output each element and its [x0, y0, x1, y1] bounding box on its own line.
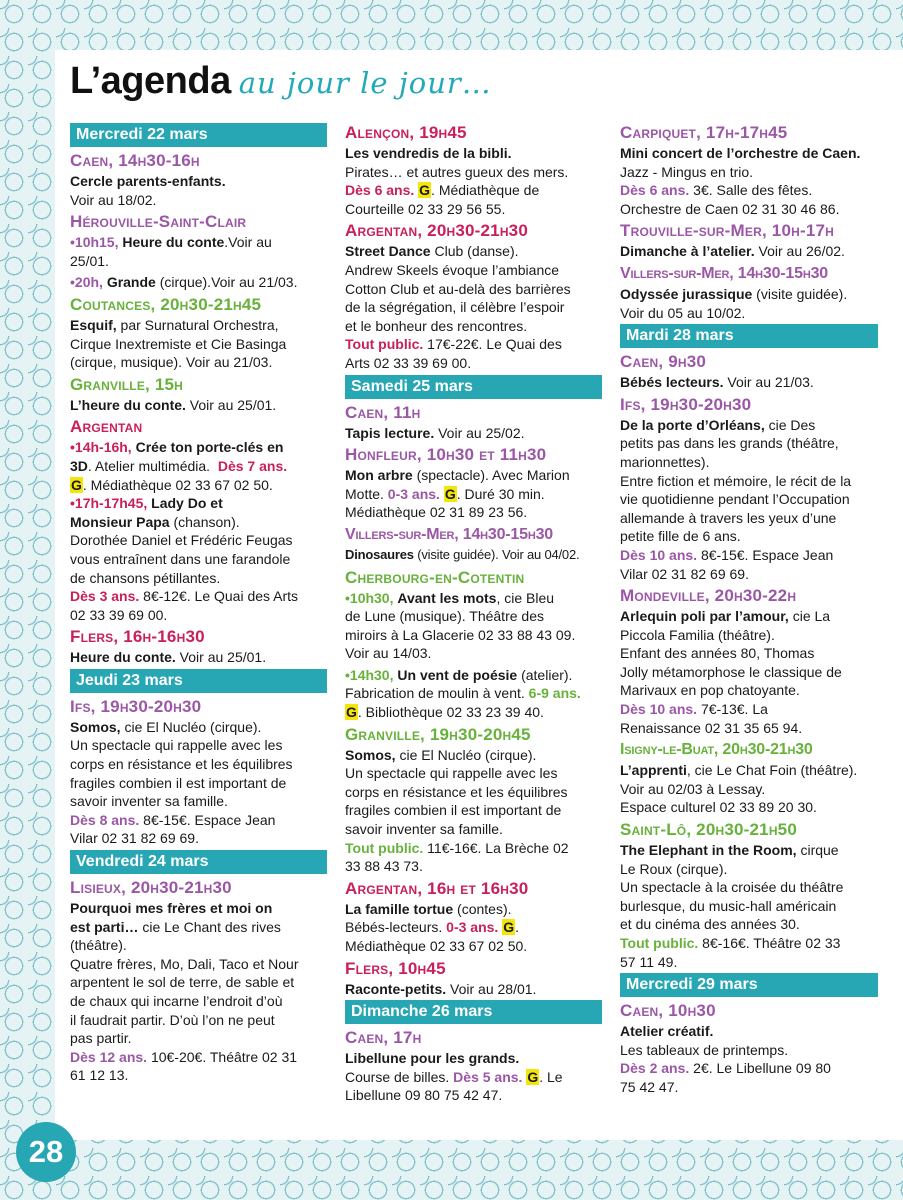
event-ifs-somos — [70, 696, 327, 848]
day-header: Mercredi 29 mars — [620, 973, 878, 997]
event-info: (visite guidée). — [752, 285, 848, 302]
event-city: Caen, 10h30 — [620, 1001, 716, 1021]
event-info: 8€-16€. Théâtre 02 33 — [698, 935, 841, 951]
event-title: 3D — [70, 457, 88, 474]
event-info: 25/01. — [70, 252, 109, 269]
event-flers — [70, 626, 327, 667]
event-caen-atelier — [620, 1000, 878, 1096]
event-title: Monsieur Papa — [70, 513, 170, 530]
event-city: Lisieux, 20h30-21h30 — [70, 878, 232, 898]
audience-badge: 0-3 ans. — [387, 485, 440, 502]
event-info: de chansons pétillantes. — [70, 569, 221, 586]
event-info: Renaissance 02 31 35 65 94. — [620, 719, 803, 736]
event-info: 8€-15€. Espace Jean — [697, 546, 834, 563]
audience-badge: Dès 2 ans. — [620, 1060, 690, 1077]
event-info: petite fille de 6 ans. — [620, 528, 741, 545]
event-title: Cercle parents-enfants. — [70, 173, 226, 189]
event-info: burlesque, du music-hall américain — [620, 897, 837, 914]
event-info: Voir au 25/02. — [434, 424, 525, 441]
audience-badge: Dès 6 ans. — [345, 182, 415, 199]
event-title: L’heure du conte. — [70, 396, 186, 413]
audience-badge: Dès 6 ans. — [620, 182, 690, 199]
event-info: allemande à travers les yeux d’une — [620, 509, 837, 526]
audience-badge: Dès 7 ans. — [217, 457, 288, 474]
audience-badge: Dès 12 ans. — [70, 1048, 148, 1065]
event-info: , cie Le Chat Foin (théâtre). — [686, 762, 858, 779]
event-argentan-dance — [345, 220, 602, 372]
day-header: Dimanche 26 mars — [345, 1000, 602, 1024]
agenda-column-1 — [70, 122, 327, 1087]
event-info: Fabrication de moulin à vent. — [345, 685, 525, 702]
event-info: Club (danse). — [430, 243, 519, 260]
audience-badge: Dès 10 ans. — [620, 701, 698, 718]
event-info: 57 11 49. — [620, 953, 678, 970]
event-info: Cirque Inextremiste et Cie Basinga — [70, 335, 287, 352]
event-info: (contes). — [453, 900, 512, 917]
event-title: La famille tortue — [345, 900, 454, 917]
event-city: Alençon, 19h45 — [345, 123, 467, 142]
event-saint-lo — [620, 819, 878, 971]
event-info: (visite guidée). Voir au 04/02. — [413, 546, 580, 562]
event-info: Quatre frères, Mo, Dali, Taco et Nour — [70, 955, 299, 972]
event-caen-libellune — [345, 1027, 602, 1105]
event-info: Voir au 25/01. — [185, 396, 277, 413]
event-title: Les vendredis de la bibli. — [345, 145, 512, 161]
event-info: savoir inventer sa famille. — [345, 821, 503, 838]
event-title: Tapis lecture. — [345, 424, 435, 441]
event-city: Caen, 11h — [345, 402, 421, 422]
event-city: Caen, 9h30 — [620, 352, 707, 372]
event-info: Voir au 14/03. — [345, 645, 432, 662]
event-city: Ifs, 19h30-20h30 — [70, 696, 202, 716]
event-info: Voir du 05 au 10/02. — [620, 304, 746, 321]
event-title: Heure du conte. — [70, 649, 176, 666]
event-info: Motte. — [345, 485, 384, 502]
event-info: arpentent le sol de terre, de sable et — [70, 974, 295, 991]
audience-badge: Dès 10 ans. — [620, 546, 698, 563]
event-info: vous entraînent dans une farandole — [70, 550, 291, 567]
event-title: Esquif, — [70, 316, 117, 333]
event-title: est parti… — [70, 918, 139, 935]
event-time: •10h30, — [345, 589, 394, 606]
event-info: Voir au 26/02. — [754, 243, 845, 260]
event-info: cie Le Chant des rives — [138, 918, 281, 935]
event-title: The Elephant in the Room, — [620, 842, 797, 859]
event-info: Un spectacle qui rappelle avec les — [345, 765, 558, 782]
event-city: Caen, 14h30-16h — [70, 151, 200, 170]
event-info: Jolly métamorphose le classique de — [620, 663, 842, 680]
event-info: miroirs à La Glacerie 02 33 88 43 09. — [345, 626, 576, 643]
event-title: Heure du conte — [122, 234, 225, 251]
event-info: par Surnatural Orchestra, — [116, 316, 279, 333]
event-info: Bébés-lecteurs. — [345, 919, 443, 936]
day-header: Mercredi 22 mars — [70, 123, 327, 147]
event-info: cie Des — [764, 416, 816, 433]
event-city: Saint-Lô, 20h30-21h50 — [620, 820, 797, 840]
event-info: (théâtre). — [70, 937, 127, 954]
event-city: Hérouville-Saint-Clair — [70, 212, 247, 232]
event-info: .Voir au — [224, 234, 272, 251]
event-time: •10h15, — [70, 234, 119, 251]
agenda-column-3 — [620, 122, 878, 1099]
event-title: Mini concert de l’orchestre de Caen. — [620, 145, 861, 161]
agenda-column-2 — [345, 122, 602, 1107]
event-villers — [345, 524, 602, 565]
page-title — [70, 60, 492, 110]
event-city: Flers, 16h-16h30 — [70, 627, 205, 647]
free-badge: G — [527, 1068, 539, 1085]
event-info: cie El Nucléo (cirque). — [120, 718, 262, 735]
audience-badge: 6-9 ans. — [528, 685, 581, 702]
event-city: Villers-sur-Mer, 14h30-15h30 — [620, 264, 828, 282]
event-info: 17€-22€. Le Quai des — [423, 336, 562, 353]
event-info: Cotton Club et au-delà des barrières — [345, 280, 571, 297]
title-main: L’agenda — [70, 60, 231, 102]
event-city: Argentan — [70, 417, 143, 437]
event-city: Argentan, 16h et 16h30 — [345, 878, 529, 898]
event-info: 8€-15€. Espace Jean — [139, 811, 276, 828]
event-info: Un spectacle à la croisée du théâtre — [620, 879, 844, 896]
event-info: Le Roux (cirque). — [620, 860, 728, 877]
event-title: Atelier créatif. — [620, 1023, 714, 1040]
event-time: •17h-17h45, — [70, 495, 148, 512]
event-info: Voir au 28/01. — [446, 980, 537, 997]
event-title: Grande — [106, 274, 156, 291]
event-info: Andrew Skeels évoque l’ambiance — [345, 261, 560, 278]
event-info: Voir au 18/02. — [70, 191, 157, 208]
event-title: Raconte-petits. — [345, 980, 447, 997]
event-info: (spectacle). Avec Marion — [412, 467, 570, 484]
title-script: au jour le jour… — [238, 66, 492, 100]
event-info: (atelier). — [517, 666, 573, 683]
free-badge: G — [419, 182, 431, 199]
event-villers-jurassique — [620, 263, 878, 322]
event-info: Espace culturel 02 33 89 20 30. — [620, 799, 817, 816]
event-info: de Lune (musique). Théâtre des — [345, 608, 544, 625]
event-info: Les tableaux de printemps. — [620, 1041, 789, 1058]
event-title: Somos, — [70, 718, 121, 735]
event-info: et le bonheur des rencontres. — [345, 317, 528, 334]
event-title: Odyssée jurassique — [620, 285, 753, 302]
event-carpiquet — [620, 122, 878, 218]
event-info: marionnettes). — [620, 453, 710, 470]
event-isigny — [620, 739, 878, 817]
event-info: cirque — [796, 842, 839, 859]
event-time: •14h30, — [345, 666, 394, 683]
event-info: Médiathèque 02 31 89 23 56. — [345, 504, 528, 521]
event-city: Carpiquet, 17h-17h45 — [620, 123, 788, 142]
audience-badge: Dès 3 ans. — [70, 588, 140, 605]
event-title: Pourquoi mes frères et moi on — [70, 900, 273, 917]
event-info: Orchestre de Caen 02 31 30 46 86. — [620, 200, 840, 217]
event-info: fragiles combien il est important de — [345, 802, 562, 819]
event-info: Arts 02 33 39 69 00. — [345, 354, 472, 371]
event-info: de la ségrégation, il célèbre l’espoir — [345, 299, 565, 316]
event-info: 8€-12€. Le Quai des Arts — [139, 588, 299, 605]
event-info: corps en résistance et les équilibres — [345, 783, 568, 800]
event-info: 61 12 13. — [70, 1067, 129, 1084]
event-info: Médiathèque 02 33 67 02 50. — [345, 938, 528, 954]
day-header: Vendredi 24 mars — [70, 850, 327, 874]
audience-badge: Tout public. — [345, 336, 424, 353]
event-city: Ifs, 19h30-20h30 — [620, 394, 752, 414]
event-info: 02 33 39 69 00. — [70, 606, 168, 623]
event-info: Piccola Familia (théâtre). — [620, 626, 775, 643]
event-info: de chaux qui incarne l’endroit d’où — [70, 993, 283, 1009]
event-title: Bébés lecteurs. — [620, 374, 724, 391]
event-city: Granville, 19h30-20h45 — [345, 724, 531, 744]
event-info: vie quotidienne pendant l’Occupation — [620, 491, 850, 508]
event-info: . Atelier multimédia. — [87, 457, 211, 474]
event-title: Lady Do et — [151, 495, 223, 512]
event-info: cie La — [788, 608, 831, 625]
event-city: Honfleur, 10h30 et 11h30 — [345, 445, 547, 465]
free-badge: G — [503, 919, 515, 936]
free-badge: G — [346, 704, 357, 721]
event-info: 75 42 47. — [620, 1078, 679, 1095]
event-title: Un vent de poésie — [397, 666, 518, 683]
event-info: Libellune 09 80 75 42 47. — [345, 1087, 503, 1104]
event-coutances — [70, 294, 327, 372]
event-info: Vilar 02 31 82 69 69. — [620, 565, 749, 582]
event-city: Mondeville, 20h30-22h — [620, 586, 797, 606]
event-info: et du cinéma des années 30. — [620, 916, 800, 933]
event-info: Voir au 02/03 à Lessay. — [620, 780, 766, 797]
event-info: 3€. Salle des fêtes. — [689, 182, 813, 199]
event-info: . Le — [539, 1068, 563, 1085]
free-badge: G — [444, 485, 456, 502]
event-info: (chanson). — [169, 513, 240, 530]
day-header: Jeudi 23 mars — [70, 669, 327, 693]
event-info: Un spectacle qui rappelle avec les — [70, 737, 283, 754]
event-flers-raconte — [345, 958, 602, 999]
event-granville-somos — [345, 724, 602, 876]
event-title: Somos, — [345, 746, 396, 763]
event-city: Argentan, 20h30-21h30 — [345, 221, 528, 241]
event-city: Cherbourg-en-Cotentin — [345, 567, 525, 587]
event-city: Caen, 17h — [345, 1028, 422, 1048]
event-info: Vilar 02 31 82 69 69. — [70, 830, 199, 847]
event-info: Entre fiction et mémoire, le récit de la — [620, 472, 852, 489]
event-info: . Bibliothèque 02 33 23 39 40. — [357, 704, 544, 721]
event-info: Pirates… et autres gueux des mers. — [345, 163, 569, 180]
event-info: Voir au 21/03. — [723, 374, 814, 391]
event-herouville — [70, 211, 327, 292]
page-number: 28 — [16, 1122, 76, 1182]
event-info: 33 88 43 73. — [345, 858, 423, 875]
day-header: Mardi 28 mars — [620, 324, 878, 348]
event-info: . — [515, 919, 519, 936]
event-title: Mon arbre — [345, 467, 413, 484]
free-badge: G — [71, 476, 82, 493]
event-info: il faudrait partir. D’où l’on ne peut — [70, 1011, 275, 1028]
event-city: Coutances, 20h30-21h45 — [70, 294, 262, 314]
event-info: . Duré 30 min. — [456, 485, 545, 502]
event-title: Libellune pour les grands. — [345, 1050, 520, 1067]
event-info: savoir inventer sa famille. — [70, 793, 228, 810]
event-info: . Médiathèque 02 33 67 02 50. — [82, 476, 273, 493]
event-trouville — [620, 220, 878, 261]
event-caen-bebes — [620, 351, 878, 392]
day-header: Samedi 25 mars — [345, 375, 602, 399]
event-info: cie El Nucléo (cirque). — [395, 746, 537, 763]
event-info: 11€-16€. La Brèche 02 — [423, 839, 569, 856]
event-info: . Médiathèque de — [431, 182, 540, 199]
event-info: Marivaux en pop chatoyante. — [620, 682, 800, 699]
event-title: Avant les mots — [397, 589, 497, 606]
event-title: Street Dance — [345, 243, 431, 260]
event-alencon — [345, 122, 602, 218]
event-info: Course de billes. — [345, 1068, 450, 1085]
event-info: fragiles combien il est important de — [70, 774, 287, 791]
event-caen-cercle — [70, 150, 327, 209]
event-info: Enfant des années 80, Thomas — [620, 645, 815, 662]
audience-badge: Tout public. — [620, 935, 699, 951]
audience-badge: Dès 5 ans. — [453, 1068, 523, 1085]
event-title: De la porte d’Orléans, — [620, 416, 765, 433]
event-info: Voir au 25/01. — [175, 649, 267, 666]
event-info: 7€-13€. La — [697, 701, 768, 718]
event-argentan-tortue — [345, 878, 602, 956]
event-info: Dorothée Daniel et Frédéric Feugas — [70, 532, 293, 549]
event-cherbourg — [345, 567, 602, 722]
event-info: corps en résistance et les équilibres — [70, 756, 293, 773]
event-info: (cirque).Voir au 21/03. — [155, 274, 298, 291]
event-info: petits pas dans les grands (théâtre, — [620, 435, 839, 452]
event-info: 10€-20€. Théâtre 02 31 — [147, 1048, 298, 1065]
event-city: Isigny-le-Buat, 20h30-21h30 — [620, 741, 813, 759]
event-info: Jazz - Mingus en trio. — [620, 163, 754, 180]
event-lisieux — [70, 877, 327, 1085]
event-info: (cirque, musique). Voir au 21/03. — [70, 354, 273, 371]
event-city: Villers-sur-Mer, 14h30-15h30 — [345, 525, 553, 543]
event-mondeville — [620, 585, 878, 737]
audience-badge: Dès 8 ans. — [70, 811, 140, 828]
event-info: 2€. Le Libellune 09 80 — [689, 1060, 831, 1077]
event-info: , cie Bleu — [496, 589, 555, 606]
event-title: Dinosaures — [345, 546, 414, 562]
audience-badge: 0-3 ans. — [446, 919, 499, 936]
event-time: •14h-16h, — [70, 439, 132, 456]
event-city: Flers, 10h45 — [345, 958, 446, 978]
event-title: L’apprenti — [620, 762, 687, 779]
event-honfleur — [345, 444, 602, 522]
audience-badge: Tout public. — [345, 839, 424, 856]
event-title: Crée ton porte-clés en — [135, 439, 284, 456]
event-granville — [70, 374, 327, 415]
event-info: pas partir. — [70, 1030, 132, 1047]
event-time: •20h, — [70, 274, 103, 291]
event-city: Trouville-sur-Mer, 10h-17h — [620, 221, 834, 241]
event-title: Arlequin poli par l’amour, — [620, 608, 789, 625]
event-title: Dimanche à l’atelier. — [620, 243, 755, 260]
event-city: Granville, 15h — [70, 374, 184, 394]
event-argentan — [70, 416, 327, 624]
event-info: Courteille 02 33 29 56 55. — [345, 200, 506, 217]
event-ifs-orleans — [620, 394, 878, 583]
event-caen-tapis — [345, 402, 602, 443]
